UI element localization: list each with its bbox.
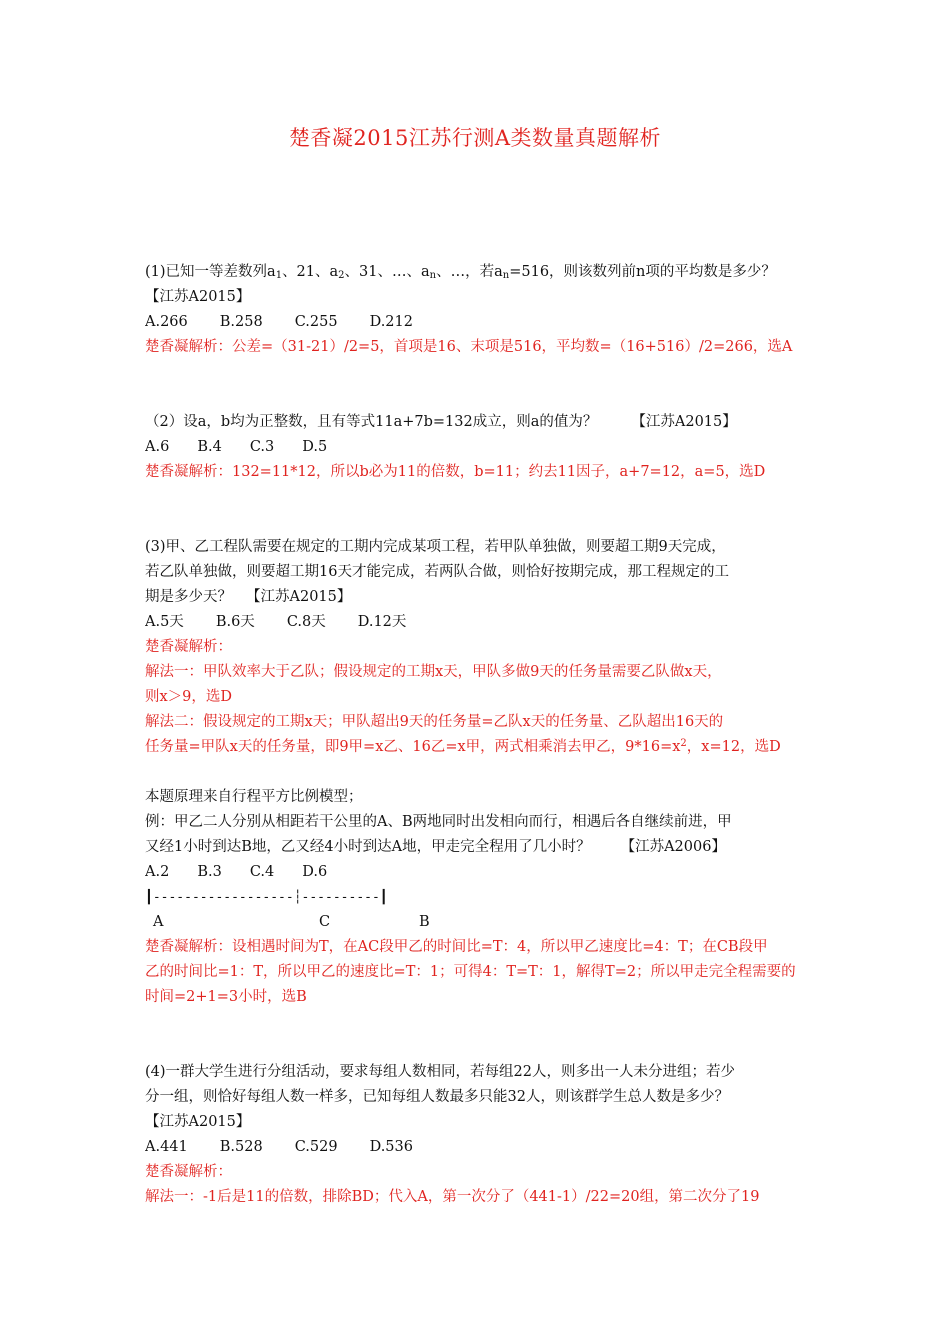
q3-stem-line-3: 期是多少天？ 【江苏A2015】 — [145, 589, 352, 605]
q1-option-c: C.255 — [294, 314, 338, 330]
q3-option-a: A.5天 — [145, 614, 184, 630]
route-labels — [145, 910, 815, 935]
q3-stem-line-1: (3)甲、乙工程队需要在规定的工期内完成某项工程，若甲队单独做，则要超工期9天完成， — [145, 539, 726, 555]
q1-analysis: 楚香凝解析：公差=（31-21）/2=5，首项是16、末项是516，平均数=（16+516）/2=266，选A — [145, 339, 793, 355]
q2-option-c: C.3 — [249, 439, 275, 455]
point-a-label: A — [153, 914, 164, 930]
example-analysis-line-2: 乙的时间比=1：T，所以甲乙的速度比=T：1；可得4：T=T：1，解得T=2；所以甲走完全程需要的 — [145, 964, 796, 980]
q2-option-d: D.5 — [302, 439, 328, 455]
q1-option-b: B.258 — [219, 314, 263, 330]
example-line-2: 又经1小时到达B地，乙又经4小时到达A地，甲走完全程用了几小时？ 【江苏A2006】 — [145, 839, 726, 855]
example-option-b: B.3 — [197, 864, 222, 880]
example-option-a: A.2 — [145, 864, 170, 880]
q3-method1-line-2: 则x＞9，选D — [145, 689, 233, 705]
q3-method1-line-1: 解法一：甲队效率大于乙队；假设规定的工期x天，甲队多做9天的任务量需要乙队做x天， — [145, 664, 722, 680]
page-title: 楚香凝2015江苏行测A类数量真题解析 — [288, 126, 662, 150]
q4-option-d: D.536 — [369, 1139, 413, 1155]
q3-option-c: C.8天 — [286, 614, 326, 630]
example-option-c: C.4 — [249, 864, 275, 880]
example-option-d: D.6 — [302, 864, 328, 880]
principle-note: 本题原理来自行程平方比例模型； — [145, 789, 363, 805]
q2-option-a: A.6 — [145, 439, 170, 455]
document-body — [145, 260, 815, 1210]
example-line-1: 例：甲乙二人分别从相距若干公里的A、B两地同时出发相向而行，相遇后各自继续前进，甲 — [145, 814, 732, 830]
q4-method1-line-1: 解法一：-1后是11的倍数，排除BD；代入A，第一次分了（441-1）/22=20组，第二次分了19 — [145, 1189, 760, 1205]
route-diagram: ┃------------------┆----------┃ — [145, 890, 388, 905]
q4-option-a: A.441 — [145, 1139, 188, 1155]
q1-option-a: A.266 — [145, 314, 188, 330]
q4-analysis-head: 楚香凝解析： — [145, 1164, 232, 1180]
q4-option-c: C.529 — [294, 1139, 338, 1155]
example-source: 【江苏A2006】 — [620, 839, 726, 855]
point-c-label: C — [319, 914, 331, 930]
example-analysis-line-3: 时间=2+1=3小时，选B — [145, 989, 307, 1005]
q4-source: 【江苏A2015】 — [145, 1114, 251, 1130]
q1-source: 【江苏A2015】 — [145, 289, 251, 305]
q2-analysis: 楚香凝解析：132=11*12，所以b必为11的倍数，b=11；约去11因子，a+7=12，a=5，选D — [145, 464, 766, 480]
q2-options — [145, 435, 815, 460]
q3-options — [145, 610, 815, 635]
q3-option-b: B.6天 — [215, 614, 255, 630]
q3-analysis-head: 楚香凝解析： — [145, 639, 232, 655]
q4-option-b: B.528 — [219, 1139, 263, 1155]
q1-options — [145, 310, 815, 335]
q2-source: 【江苏A2015】 — [631, 414, 737, 430]
q1-option-d: D.212 — [369, 314, 413, 330]
q4-options — [145, 1135, 815, 1160]
q3-option-d: D.12天 — [357, 614, 407, 630]
point-b-label: B — [419, 914, 430, 930]
example-analysis-line-1: 楚香凝解析：设相遇时间为T，在AC段甲乙的时间比=T：4，所以甲乙速度比=4：T；在CB段甲 — [145, 939, 768, 955]
q3-stem-line-2: 若乙队单独做，则要超工期16天才能完成，若两队合做，则恰好按期完成，那工程规定的工 — [145, 564, 729, 580]
q2-stem: （2）设a，b均为正整数，且有等式11a+7b=132成立，则a的值为？ 【江苏A2015】 — [145, 414, 737, 430]
q3-source: 【江苏A2015】 — [246, 589, 352, 605]
q4-stem-line-1: (4)一群大学生进行分组活动，要求每组人数相同，若每组22人，则多出一人未分进组；若少 — [145, 1064, 735, 1080]
q3-method2-line-1: 解法二：假设规定的工期x天；甲队超出9天的任务量=乙队x天的任务量、乙队超出16天的 — [145, 714, 724, 730]
q4-stem-line-2: 分一组，则恰好每组人数一样多，已知每组人数最多只能32人，则该群学生总人数是多少？ — [145, 1089, 729, 1105]
q1-stem: (1)已知一等差数列$a_1$、21、$a_2$、31、…、$a_n$、…，若$a_n=516$，则该数列前n项的平均数是多少？ — [145, 264, 776, 281]
example-options — [145, 860, 815, 885]
q2-option-b: B.4 — [197, 439, 222, 455]
q3-method2-line-2: 任务量=甲队x天的任务量，即9甲=x乙、16乙=x甲，两式相乘消去甲乙，$9*16=x^2$，x=12，选D — [145, 738, 781, 755]
